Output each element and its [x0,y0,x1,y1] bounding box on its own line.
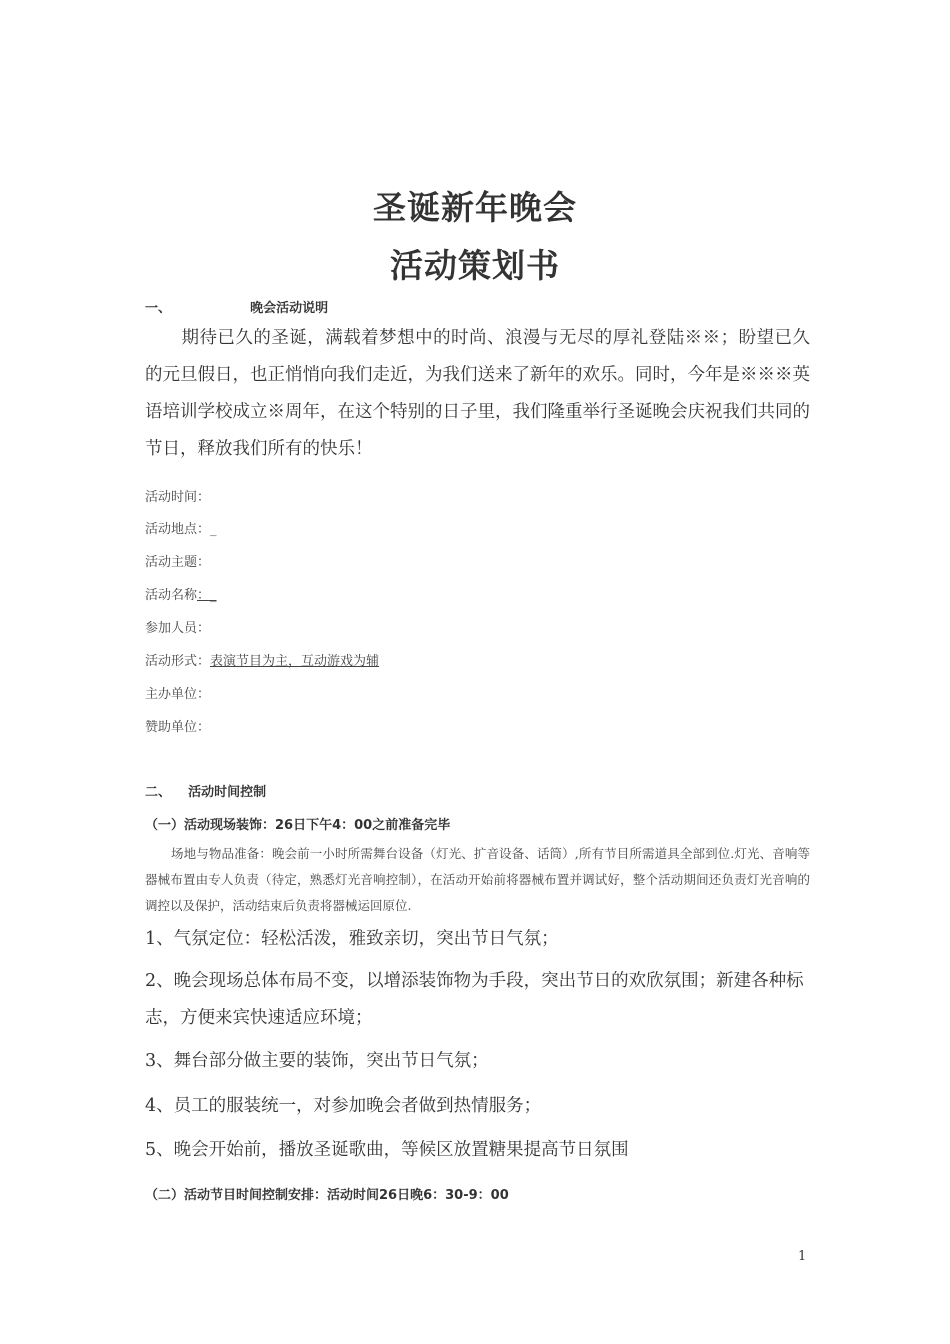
document-title: 圣诞新年晚会 [373,188,577,227]
section2-number: 二、 [145,785,172,800]
field-participants [145,617,210,636]
field-time [145,486,210,505]
field-label: 活动主题： [145,555,211,570]
field-value: _ [210,522,217,537]
field-location [145,518,217,537]
section2-sub1-heading: （一）活动现场装饰：26日下午4：00之前准备完毕 [145,818,451,833]
section2-sub1-text: 场地与物品准备：晚会前一小时所需舞台设备（灯光、扩音设备、话筒）,所有节目所需道具全部到位.灯光、音响等器械布置由专人负责（待定，熟悉灯光音响控制），在活动开始前将器械布置并调试好，整个活动期间还负责灯光音响的调控以及保护，活动结束后负责将器械运回原位. [145,846,810,913]
field-label: 活动地点： [145,522,211,537]
section1-paragraph [145,320,810,468]
section2-sub2-heading: （二）活动节目时间控制安排：活动时间26日晚6：30-9：00 [145,1188,509,1203]
section1-number: 一、 [145,301,172,316]
section2-list-item: 1、气氛定位：轻松活泼，雅致亲切，突出节日气氛； [145,929,559,949]
field-label: 活动形式： [145,654,211,669]
field-sponsor [145,716,210,735]
document-subtitle: 活动策划书 [390,246,560,285]
section2-list-item: 4、员工的服装统一，对参加晚会者做到热情服务； [145,1096,542,1116]
field-label: 主办单位： [145,687,211,702]
field-format [145,650,379,669]
field-theme [145,551,210,570]
page-number: 1 [798,1249,807,1264]
field-label: 赞助单位： [145,720,211,735]
field-value: 表演节目为主，互动游戏为辅 [210,654,380,669]
section2-list-item: 5、晚会开始前，播放圣诞歌曲，等候区放置糖果提高节日氛围 [145,1140,629,1160]
section2-list-item: 3、舞台部分做主要的装饰，突出节日气氛； [145,1051,489,1071]
section1-heading [145,297,328,316]
field-name [145,584,217,603]
field-organizer [145,683,210,702]
field-value: ：_ [197,588,217,603]
field-label: 活动名称 [145,588,198,603]
section2-list-item: 2、晚会现场总体布局不变，以增添装饰物为手段，突出节日的欢欣氛围；新建各种标志，方便来宾快速适应环境； [145,971,804,1028]
field-label: 活动时间： [145,490,211,505]
section1-paragraph-text: 期待已久的圣诞，满载着梦想中的时尚、浪漫与无尽的厚礼登陆※※；盼望已久的元旦假日，也正悄悄向我们走近，为我们送来了新年的欢乐。同时，今年是※※※英语培训学校成立※周年，在这个特别的日子里，我们隆重举行圣诞晚会庆祝我们共同的节日，释放我们所有的快乐！ [145,328,810,459]
section1-title: 晚会活动说明 [250,301,329,316]
field-label: 参加人员： [145,621,211,636]
section2-heading [145,781,266,800]
section2-title: 活动时间控制 [188,785,267,800]
